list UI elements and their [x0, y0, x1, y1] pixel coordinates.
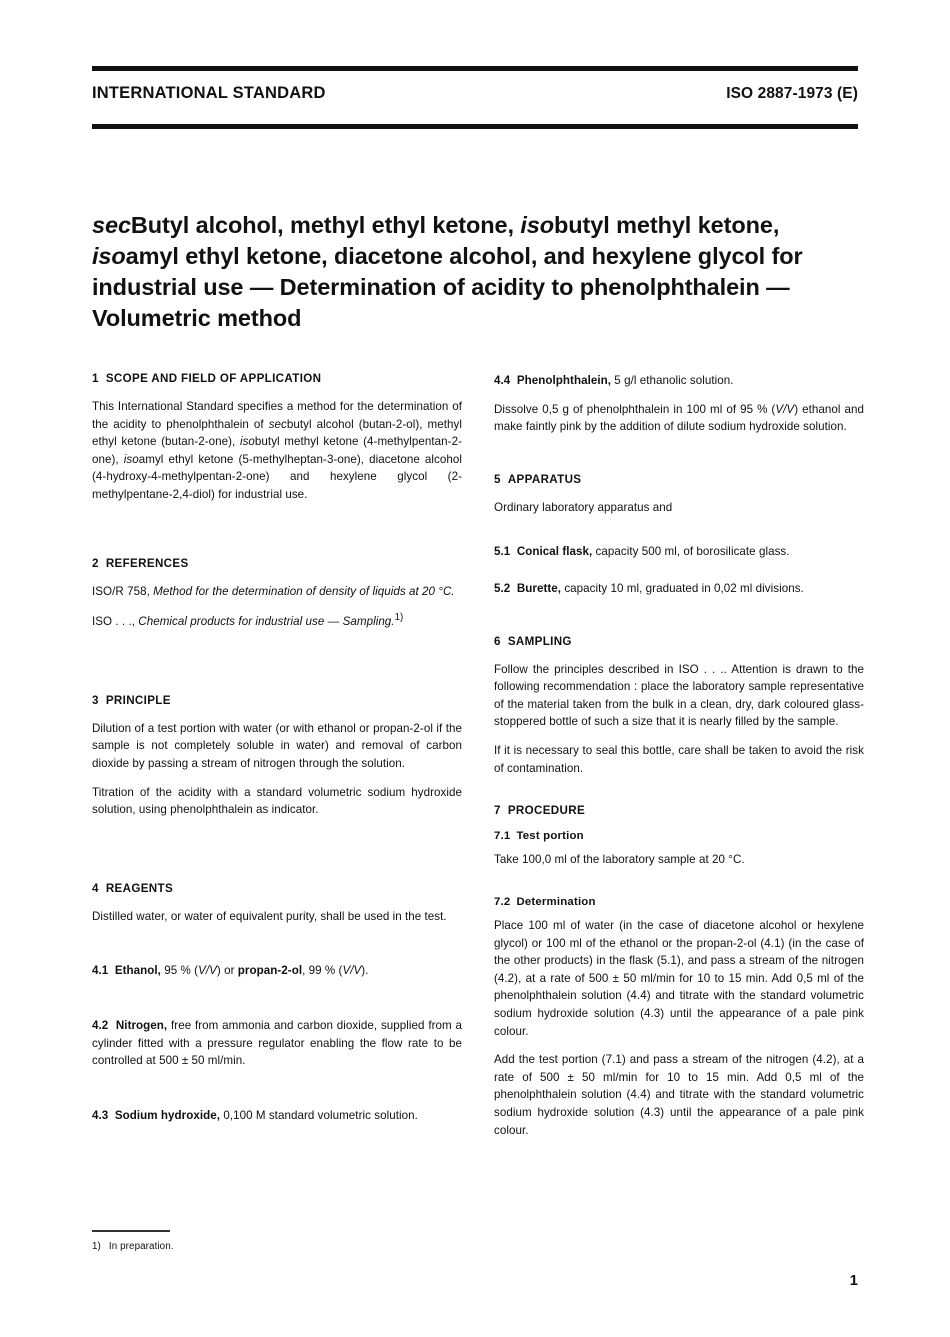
reagent-4-1-number: 4.1 [92, 964, 109, 978]
ref1-italic: Method for the determination of density of liquids at 20 °C. [153, 584, 455, 598]
reagent-4-1-mid2: ) or [216, 964, 238, 978]
section-number-1: 1 [92, 372, 99, 385]
reagent-item-4-4 [494, 372, 864, 390]
reagent-4-1-vv-2: V/V [342, 964, 362, 978]
subsection-heading-7-1 [494, 830, 864, 842]
apparatus-5-2-number: 5.2 [494, 582, 511, 596]
section-number-6: 6 [494, 634, 501, 648]
spacer [92, 515, 462, 541]
ref1-plain: ISO/R 758, [92, 584, 154, 598]
reagent-4-3-number: 4.3 [92, 1108, 109, 1122]
section-6-paragraph-1: Follow the principles described in ISO . . .. Attention is drawn to the following recommendation : place the laboratory sample representative of the material taken from the bulk in a clean, dry, dark coloured glass-stoppered bottle of such a size that it is nearly filled by the sample. [494, 662, 864, 729]
title-segment-6: acidity to phenolphthalein — Volumetric method [92, 274, 790, 332]
section-title-7: PROCEDURE [507, 804, 586, 818]
ref2-italic: Chemical products for industrial use — Sampling. [138, 615, 395, 629]
reagent-4-4-number: 4.4 [494, 374, 511, 387]
section-3-paragraph-1: Dilution of a test portion with water (or with ethanol or propan-2-ol if the sample is not completely soluble in water) and removal of carbon dioxide by passing a stream of nitrogen through the solution. [92, 721, 462, 770]
spacer [92, 642, 462, 668]
section-heading-5 [494, 473, 864, 486]
subsection-number-7-2: 7.2 [494, 895, 511, 908]
apparatus-5-1-number: 5.1 [494, 545, 511, 559]
header-standard-number: ISO 2887-1973 (E) [726, 85, 858, 102]
footnote [92, 1240, 462, 1254]
section-number-2: 2 [92, 556, 99, 570]
section-5-intro: Ordinary laboratory apparatus and [494, 500, 673, 514]
section-heading-1 [92, 372, 462, 385]
s1-italic-sec: sec [268, 417, 287, 431]
subsection-title-7-1: Test portion [516, 830, 584, 843]
spacer [92, 856, 462, 882]
reagent-4-1-tail: ). [361, 964, 369, 978]
reagent-4-1-name-2: propan-2-ol [237, 964, 303, 978]
section-1-paragraph [92, 398, 462, 504]
s1-text-c: butyl methyl ketone (4-methylpentan-2-one), [92, 435, 462, 466]
subsection-7-1-paragraph: Take 100,0 ml of the laboratory sample at 20 °C. [494, 853, 745, 867]
apparatus-5-1-text: capacity 500 ml, of borosilicate glass. [592, 545, 790, 559]
reagent-4-4-preparation [494, 401, 864, 436]
reagent-4-1-mid1: 95 % ( [160, 964, 199, 978]
reagent-item-4-1 [92, 962, 462, 980]
s1-text-d: amyl ethyl ketone (5-methylheptan-3-one), diacetone alcohol (4-hydroxy-4-methylpentan-2-one) and hexylene glycol (2-methylpentane-2,4-diol) for industrial use. [92, 452, 462, 502]
section-title-3: PRINCIPLE [105, 693, 171, 707]
spacer [494, 572, 864, 580]
section-4-intro: Distilled water, or water of equivalent purity, shall be used in the test. [92, 909, 447, 923]
reagent-4-3-text: 0,100 M standard volumetric solution. [220, 1108, 418, 1122]
section-number-7: 7 [494, 804, 501, 818]
subsection-7-2-paragraph-2: Add the test portion (7.1) and pass a stream of the nitrogen (4.2), at a rate of 500 ± 50 ml/min for 10 to 15 min. Add 0,5 ml of the phenolphthalein solution (4.4) and titrate with the standard volumetric sodium hydroxide solution (4.3) until the appearance of a pale pink colour. [494, 1053, 864, 1137]
body-columns [92, 372, 864, 1202]
subsection-heading-7-2 [494, 896, 864, 908]
spacer [92, 668, 462, 694]
apparatus-5-1-name: Conical flask, [516, 545, 593, 559]
footnote-marker-ref: 1) [394, 612, 404, 624]
reagent-4-4-name: Phenolphthalein, [516, 374, 612, 387]
reagent-4-1-name: Ethanol, [114, 964, 161, 978]
section-title-5: APPARATUS [507, 472, 582, 486]
s1-italic-iso-2: iso [123, 452, 139, 466]
section-title-2: REFERENCES [105, 556, 189, 570]
reagent-item-4-3 [92, 1107, 462, 1125]
r44-text-a: Dissolve 0,5 g of phenolphthalein in 100 ml of 95 % ( [494, 402, 776, 416]
apparatus-item-5-2 [494, 580, 864, 598]
page-number: 1 [849, 1272, 858, 1289]
section-heading-6 [494, 635, 864, 648]
spacer [494, 609, 864, 635]
apparatus-5-2-text: capacity 10 ml, graduated in 0,02 ml divisions. [561, 582, 804, 596]
title-segment-4: amyl ethyl ketone, diacetone alcohol, and [125, 242, 586, 269]
reference-item-2 [92, 611, 462, 630]
reagent-4-2-text: free from ammonia and carbon dioxide, supplied from a cylinder fitted with a pressure regulator enabling the flow rate to be controlled at 500 ± 50 ml/min. [92, 1019, 462, 1068]
section-3-paragraph-2: Titration of the acidity with a standard volumetric sodium hydroxide solution, using phenolphthalein as indicator. [92, 785, 462, 817]
header-standard-label: INTERNATIONAL STANDARD [92, 84, 326, 102]
spacer [92, 541, 462, 557]
reagent-item-4-2 [92, 1017, 462, 1070]
spacer [92, 1081, 462, 1107]
spacer [494, 447, 864, 473]
spacer [92, 991, 462, 1017]
reagent-4-1-mid3: , 99 % ( [302, 964, 343, 978]
subsection-number-7-1: 7.1 [494, 830, 511, 843]
header-bottom-rule [92, 124, 858, 129]
reagent-4-1-vv-1: V/V [198, 964, 217, 978]
title-segment-1: Butyl alcohol, methyl ethyl ketone, [130, 211, 521, 238]
apparatus-5-2-name: Burette, [516, 582, 562, 596]
apparatus-item-5-1 [494, 543, 864, 561]
document-title [92, 210, 862, 335]
spacer [494, 788, 864, 804]
title-segment-2: butyl methyl [554, 211, 692, 238]
s1-text-a: This International Standard specifies a method for the determination of the acidity to phenolphthalein of [92, 400, 462, 431]
reagent-4-2-name: Nitrogen, [115, 1019, 168, 1032]
ref2-plain: ISO . . ., [92, 615, 139, 629]
title-segment-3: ketone, [697, 211, 780, 238]
header-top-rule [92, 66, 858, 71]
left-column [92, 372, 462, 1202]
section-title-6: SAMPLING [507, 634, 572, 648]
section-title-4: REAGENTS [105, 881, 174, 895]
section-number-5: 5 [494, 472, 501, 486]
reference-item-1 [92, 583, 462, 601]
footnote-separator [92, 1230, 170, 1232]
section-heading-4 [92, 882, 462, 895]
title-italic-iso-1: iso [520, 211, 555, 238]
title-italic-sec: sec [92, 211, 131, 238]
spacer [92, 936, 462, 962]
section-title-1: SCOPE AND FIELD OF APPLICATION [105, 372, 322, 385]
title-italic-iso-2: iso [92, 242, 126, 269]
spacer [494, 880, 864, 896]
section-heading-3 [92, 694, 462, 707]
subsection-7-2-paragraph-1: Place 100 ml of water (in the case of diacetone alcohol or hexylene glycol) or 100 ml of the ethanol or the propan-2-ol (4.1) (in the case of the other products) in the flask (5.1), and pass a stream of the nitrogen (4.2), at a rate of 500 ± 50 ml/min for 10 to 15 min. Add 0,5 ml of the phenolphthalein solution (4.4) and titrate with the standard volumetric sodium hydroxide solution (4.3) until the appearance of a pale pink colour. [494, 918, 864, 1038]
r44-text-b: ) ethanol and make faintly pink by the addition of dilute sodium hydroxide solution. [494, 402, 864, 434]
s1-italic-iso-1: iso [239, 435, 255, 449]
subsection-title-7-2: Determination [516, 895, 596, 908]
spacer [494, 527, 864, 543]
r44-italic-vv: V/V [775, 402, 795, 416]
reagent-4-3-name: Sodium hydroxide, [114, 1108, 221, 1122]
spacer [92, 830, 462, 856]
footnote-text: In preparation. [108, 1241, 174, 1252]
section-6-paragraph-2: If it is necessary to seal this bottle, care shall be taken to avoid the risk of contamination. [494, 744, 864, 775]
section-heading-2 [92, 557, 462, 570]
section-heading-7 [494, 804, 864, 817]
reagent-4-4-text: 5 g/l ethanolic solution. [611, 374, 734, 387]
section-number-4: 4 [92, 881, 99, 895]
page-header [92, 84, 858, 103]
footnote-number: 1) [92, 1241, 101, 1252]
reagent-4-2-number: 4.2 [92, 1019, 109, 1032]
s1-text-b: butyl alcohol (butan-2-ol), methyl ethyl ketone (butan-2-one), [92, 417, 463, 449]
right-column [494, 372, 864, 1202]
section-number-3: 3 [92, 693, 99, 707]
title-segment-5: hexylene glycol for industrial use — Determination of [92, 242, 803, 301]
